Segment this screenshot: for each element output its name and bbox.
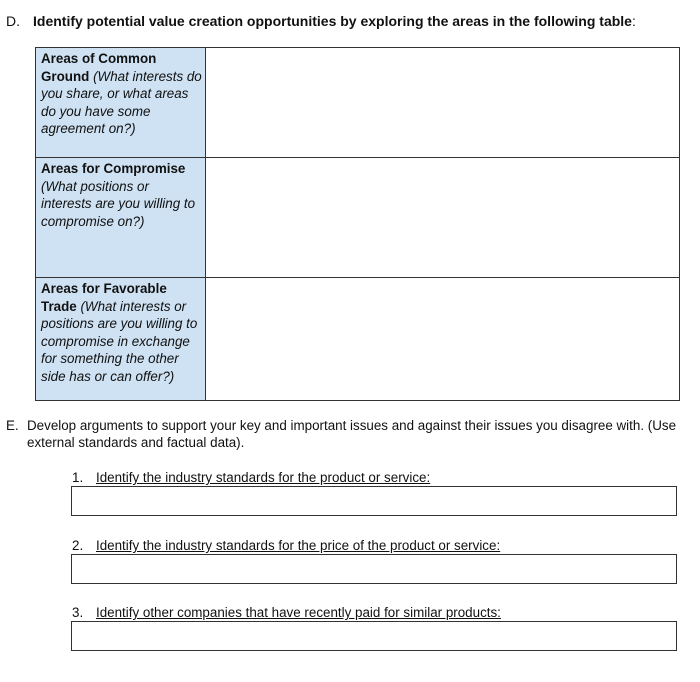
label-cell-favorable-trade xyxy=(36,278,206,401)
table-row-common-ground xyxy=(36,48,680,158)
table-row-favorable-trade xyxy=(36,278,680,401)
answer-cell-common-ground[interactable] xyxy=(206,48,680,158)
item-3 xyxy=(72,605,501,620)
answer-cell-compromise[interactable] xyxy=(206,158,680,278)
row-title-compromise: Areas for Compromise xyxy=(41,161,186,176)
row-description-favorable-trade: (What interests or positions are you willing to compromise in exchange for something the other side has or can offer?) xyxy=(41,298,198,384)
section-e-letter: E. xyxy=(6,418,19,433)
section-e-heading xyxy=(6,417,696,451)
section-d-letter: D. xyxy=(6,13,20,29)
answer-cell-favorable-trade[interactable] xyxy=(206,278,680,401)
item-1-text: Identify the industry standards for the product or service: xyxy=(96,470,431,485)
value-creation-table xyxy=(35,47,680,401)
item-3-text: Identify other companies that have recently paid for similar products: xyxy=(96,605,501,620)
section-d-colon: : xyxy=(631,13,636,29)
section-d-heading xyxy=(6,13,636,29)
row-title-favorable-trade: Areas for Favorable Trade xyxy=(41,281,167,314)
label-cell-compromise xyxy=(36,158,206,278)
item-1-number: 1. xyxy=(72,470,84,485)
row-title-common-ground: Areas of Common Ground xyxy=(41,51,157,84)
answer-box-3[interactable] xyxy=(71,621,677,651)
item-1 xyxy=(72,470,430,485)
item-2-text: Identify the industry standards for the price of the product or service: xyxy=(96,538,501,553)
item-2-number: 2. xyxy=(72,538,84,553)
item-2 xyxy=(72,538,500,553)
row-description-common-ground: (What interests do you share, or what areas do you have some agreement on?) xyxy=(41,68,202,136)
answer-box-1[interactable] xyxy=(71,486,677,516)
label-cell-common-ground xyxy=(36,48,206,158)
row-description-compromise: (What positions or interests are you willing to compromise on?) xyxy=(41,178,196,229)
answer-box-2[interactable] xyxy=(71,554,677,584)
item-3-number: 3. xyxy=(72,605,84,620)
section-e-instruction: Develop arguments to support your key and important issues and against their issues you disagree with. (Use external standards and factual data). xyxy=(27,418,677,450)
table-row-compromise xyxy=(36,158,680,278)
section-d-instruction: Identify potential value creation opportunities by exploring the areas in the following table xyxy=(33,13,632,29)
